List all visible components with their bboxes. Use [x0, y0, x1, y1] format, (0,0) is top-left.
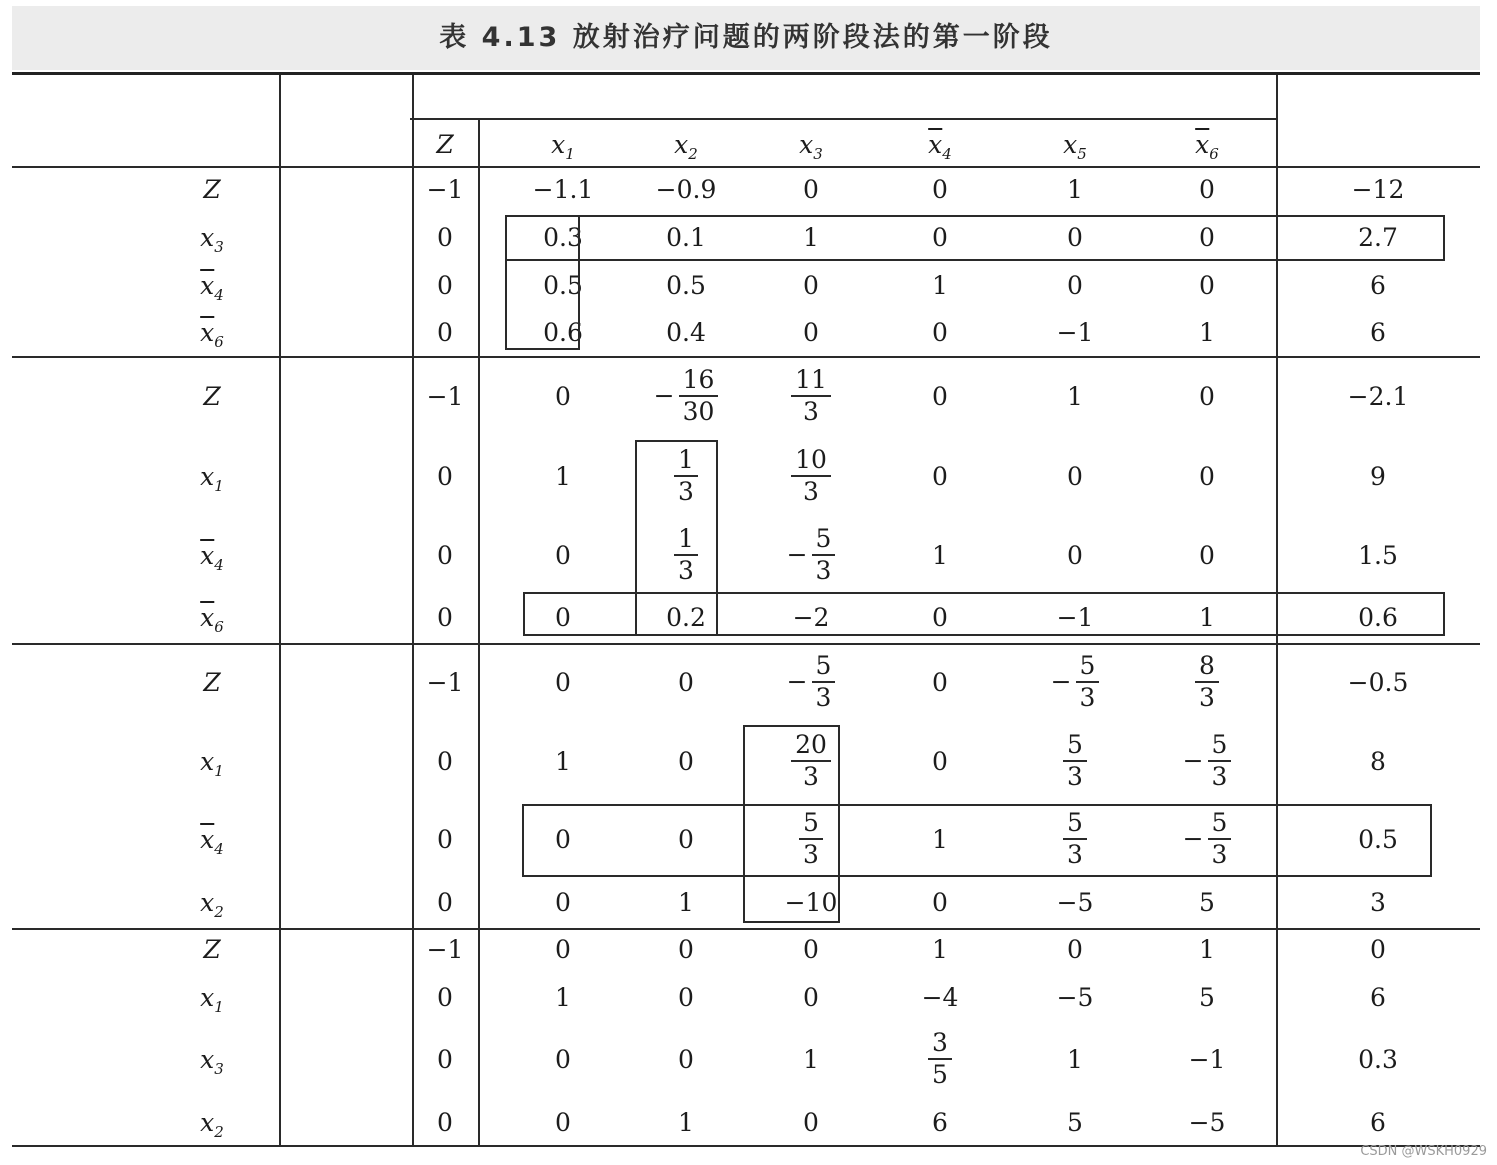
var-subscript: 1 — [565, 145, 575, 163]
tableau-cell: 0 — [1067, 935, 1083, 964]
var-symbol: $\overline{x}$ — [200, 825, 215, 854]
numerator: 11 — [791, 365, 831, 397]
numerator: 8 — [1195, 651, 1219, 683]
var-subscript: 6 — [1209, 145, 1219, 163]
denominator: 3 — [803, 477, 819, 506]
var-symbol: Z — [203, 935, 221, 964]
pivot-box — [523, 592, 1445, 636]
basic-variable — [132, 271, 292, 310]
tableau-cell: 0 — [803, 271, 819, 300]
basic-variable — [132, 1108, 292, 1147]
tableau-cell: 0 — [1199, 541, 1215, 570]
tableau-cell: 0 — [555, 888, 571, 917]
var-symbol: x — [200, 888, 215, 917]
tableau-cell — [1127, 730, 1287, 792]
var-symbol: x — [200, 1108, 215, 1137]
denominator: 3 — [815, 556, 832, 585]
var-symbol: Z — [203, 668, 221, 697]
tableau-cell: 0 — [932, 668, 948, 697]
minus-sign: − — [1182, 824, 1204, 853]
var-subscript: 4 — [214, 840, 224, 858]
fraction — [1208, 730, 1232, 792]
tableau-cell: 0 — [678, 668, 694, 697]
tableau-cell: 0 — [437, 888, 453, 917]
numerator: 3 — [928, 1028, 952, 1060]
fraction — [1195, 651, 1219, 713]
basic-variable — [132, 175, 292, 205]
numerator: 1 — [674, 445, 698, 477]
tableau-cell: 2.7 — [1358, 223, 1398, 252]
basic-variable — [132, 382, 292, 412]
tableau-cell: 1 — [1199, 318, 1215, 347]
denominator: 3 — [803, 762, 819, 791]
tableau-cell: 0 — [803, 1108, 819, 1137]
tableau-cell: 6 — [932, 1108, 948, 1137]
tableau-cell: 8 — [1370, 747, 1386, 776]
var-symbol: Z — [436, 130, 454, 159]
numerator: 5 — [1063, 730, 1087, 762]
tableau-cell: 0 — [803, 175, 819, 204]
tableau-cell: 0 — [437, 1108, 453, 1137]
var-subscript: 4 — [214, 286, 224, 304]
tableau-cell: 0 — [932, 888, 948, 917]
rule-vertical — [478, 118, 480, 1147]
tableau-cell: 0 — [437, 318, 453, 347]
tableau-cell: 0 — [555, 541, 571, 570]
tableau-cell: 5 — [1199, 983, 1215, 1012]
var-symbol: x — [200, 223, 215, 252]
tableau-cell: 0.5 — [543, 271, 583, 300]
basic-variable — [132, 603, 292, 642]
tableau-cell: 0 — [555, 825, 571, 854]
tableau-cell: −5 — [1056, 983, 1094, 1012]
var-symbol: $\overline{x}$ — [200, 603, 215, 632]
tableau-cell: 0.5 — [1358, 825, 1398, 854]
fraction — [812, 524, 836, 586]
tableau-cell: 0 — [555, 668, 571, 697]
var-symbol: $\overline{x}$ — [200, 318, 215, 347]
tableau-cell: 0 — [1067, 462, 1083, 491]
tableau-cell: −5 — [1056, 888, 1094, 917]
tableau-cell: 0 — [1067, 541, 1083, 570]
tableau-cell: 6 — [1370, 271, 1386, 300]
tableau-cell: 0.4 — [666, 318, 706, 347]
basic-variable — [132, 318, 292, 357]
tableau-cell: 1 — [1067, 1045, 1083, 1074]
rule-horizontal — [12, 166, 1480, 168]
tableau-cell: −12 — [1351, 175, 1405, 204]
basic-variable — [132, 983, 292, 1022]
tableau-cell: 0 — [1199, 271, 1215, 300]
var-subscript: 1 — [214, 998, 224, 1016]
tableau-cell: 0 — [803, 935, 819, 964]
var-subscript: 6 — [214, 333, 224, 351]
tableau-cell: 0 — [555, 1045, 571, 1074]
tableau-cell: −1 — [426, 175, 464, 204]
numerator: 5 — [1208, 730, 1232, 762]
denominator: 3 — [1199, 683, 1215, 712]
var-symbol: $\overline{x}$ — [928, 130, 943, 159]
var-symbol: x — [674, 130, 689, 159]
tableau-cell: 1 — [678, 1108, 694, 1137]
tableau-cell: 0 — [678, 983, 694, 1012]
rule-horizontal — [12, 643, 1480, 645]
tableau-cell: 0 — [437, 462, 453, 491]
denominator: 3 — [678, 477, 694, 506]
denominator: 3 — [1211, 840, 1228, 869]
var-subscript: 2 — [214, 903, 224, 921]
minus-sign: − — [786, 540, 808, 569]
rule-vertical — [412, 75, 414, 1147]
basic-variable — [132, 747, 292, 786]
tableau-cell: 0 — [437, 1045, 453, 1074]
var-subscript: 4 — [942, 145, 952, 163]
var-subscript: 2 — [214, 1123, 224, 1141]
tableau-cell: 1 — [1199, 935, 1215, 964]
tableau-cell: 0 — [678, 1045, 694, 1074]
tableau-cell: 0 — [932, 747, 948, 776]
tableau-cell: 1 — [803, 223, 819, 252]
basic-variable — [132, 668, 292, 698]
denominator: 30 — [682, 397, 715, 426]
tableau-cell: −1 — [426, 668, 464, 697]
pivot-box — [522, 804, 1432, 877]
basic-variable — [132, 223, 292, 262]
minus-sign: − — [1050, 667, 1072, 696]
tableau-cell: 6 — [1370, 318, 1386, 347]
tableau-cell: 1 — [932, 935, 948, 964]
tableau-cell: 3 — [1370, 888, 1386, 917]
tableau-cell: 0.1 — [666, 223, 706, 252]
tableau-cell: 0 — [437, 271, 453, 300]
tableau-cell: 0 — [437, 541, 453, 570]
var-symbol: x — [200, 1045, 215, 1074]
tableau-cell: 5 — [1199, 888, 1215, 917]
tableau-cell: 0 — [678, 747, 694, 776]
var-symbol: x — [551, 130, 566, 159]
tableau-cell: 0 — [437, 747, 453, 776]
tableau-cell: 0 — [932, 223, 948, 252]
tableau-cell: −0.9 — [655, 175, 717, 204]
fraction — [791, 365, 831, 427]
tableau-cell: −2 — [792, 603, 830, 632]
tableau-cell: 0 — [437, 603, 453, 632]
fraction — [791, 445, 831, 507]
tableau-cell: 0.3 — [1358, 1045, 1398, 1074]
tableau-cell: 0 — [1199, 462, 1215, 491]
fraction — [928, 1028, 952, 1090]
basic-variable — [132, 888, 292, 927]
basic-variable — [132, 541, 292, 580]
var-symbol: $\overline{x}$ — [200, 541, 215, 570]
tableau-cell: 0 — [678, 935, 694, 964]
tableau-cell: 0 — [555, 382, 571, 411]
tableau-cell: 1 — [1199, 603, 1215, 632]
table-title: 表 4.13 放射治疗问题的两阶段法的第一阶段 — [439, 22, 1053, 53]
tableau-cell: −0.5 — [1347, 668, 1409, 697]
tableau-cell: 0 — [678, 825, 694, 854]
fraction — [812, 651, 836, 713]
tableau-cell: 0 — [1199, 382, 1215, 411]
title-rule — [12, 72, 1480, 75]
watermark: CSDN @WSKH0929 — [1360, 1144, 1487, 1159]
tableau-cell: −1 — [1056, 318, 1094, 347]
tableau-cell: 1 — [932, 541, 948, 570]
denominator: 3 — [1211, 762, 1228, 791]
fraction — [679, 365, 719, 427]
var-symbol: x — [200, 983, 215, 1012]
tableau-cell: 0 — [555, 603, 571, 632]
tableau-cell: 0 — [555, 1108, 571, 1137]
tableau-cell: 0.2 — [666, 603, 706, 632]
numerator: 5 — [1076, 651, 1100, 683]
denominator: 3 — [678, 556, 694, 585]
tableau-cell: 0.6 — [543, 318, 583, 347]
numerator: 20 — [791, 730, 831, 762]
var-symbol: x — [799, 130, 814, 159]
tableau-cell: 1 — [678, 888, 694, 917]
numerator: 5 — [812, 524, 836, 556]
basic-variable — [132, 1045, 292, 1084]
rule-horizontal — [12, 928, 1480, 930]
var-subscript: 3 — [214, 238, 224, 256]
var-symbol: x — [200, 747, 215, 776]
tableau-cell: −1 — [426, 382, 464, 411]
tableau-cell: 1 — [555, 462, 571, 491]
tableau-cell: 0.6 — [1358, 603, 1398, 632]
var-symbol: $\overline{x}$ — [1195, 130, 1210, 159]
var-subscript: 3 — [214, 1060, 224, 1078]
tableau-cell: 1 — [1067, 175, 1083, 204]
rule-horizontal — [12, 356, 1480, 358]
tableau-cell: −5 — [1188, 1108, 1226, 1137]
tableau-cell: 1 — [932, 825, 948, 854]
tableau-cell: 0 — [1199, 175, 1215, 204]
var-subscript: 2 — [688, 145, 698, 163]
tableau-cell — [1127, 651, 1287, 713]
tableau-cell: 6 — [1370, 1108, 1386, 1137]
tableau-cell: 0 — [1199, 223, 1215, 252]
tableau-cell: 0 — [932, 603, 948, 632]
pivot-box — [505, 215, 1445, 261]
tableau-cell: 1 — [555, 983, 571, 1012]
minus-sign: − — [1182, 746, 1204, 775]
tableau-cell: 0 — [803, 983, 819, 1012]
numerator: 5 — [799, 808, 823, 840]
rule-vertical — [279, 75, 281, 1147]
tableau-cell: 9 — [1370, 462, 1386, 491]
fraction — [1063, 730, 1087, 792]
numerator: 10 — [791, 445, 831, 477]
tableau-cell: 0 — [437, 825, 453, 854]
tableau-cell: 1 — [555, 747, 571, 776]
basic-variable — [132, 825, 292, 864]
tableau-cell: −10 — [784, 888, 838, 917]
tableau-cell: −1 — [426, 935, 464, 964]
denominator: 3 — [1067, 840, 1083, 869]
denominator: 5 — [932, 1060, 948, 1089]
tableau-cell: 0 — [1067, 223, 1083, 252]
numerator: 1 — [674, 524, 698, 556]
var-subscript: 3 — [813, 145, 823, 163]
tableau-cell: −1.1 — [532, 175, 594, 204]
rule-horizontal — [410, 118, 1276, 120]
tableau-cell: 0 — [932, 318, 948, 347]
title-band — [12, 6, 1480, 70]
tableau-cell: 1.5 — [1358, 541, 1398, 570]
tableau-cell: 0 — [437, 223, 453, 252]
fraction — [1076, 651, 1100, 713]
minus-sign: − — [653, 381, 675, 410]
tableau-cell: 0 — [437, 983, 453, 1012]
tableau-cell: 1 — [932, 271, 948, 300]
numerator: 5 — [1208, 808, 1232, 840]
var-symbol: x — [1063, 130, 1078, 159]
tableau-cell: 5 — [1067, 1108, 1083, 1137]
tableau-cell: 0.3 — [543, 223, 583, 252]
denominator: 3 — [1067, 762, 1083, 791]
tableau-cell: 0 — [1067, 271, 1083, 300]
var-subscript: 4 — [214, 556, 224, 574]
rule-horizontal — [12, 1145, 1480, 1147]
tableau-cell: 1 — [1067, 382, 1083, 411]
var-subscript: 1 — [214, 477, 224, 495]
column-header — [1127, 130, 1287, 169]
var-subscript: 1 — [214, 762, 224, 780]
basic-variable — [132, 462, 292, 501]
denominator: 3 — [803, 840, 819, 869]
var-symbol: Z — [203, 382, 221, 411]
var-symbol: $\overline{x}$ — [200, 271, 215, 300]
numerator: 5 — [812, 651, 836, 683]
minus-sign: − — [786, 667, 808, 696]
tableau-cell: 0 — [932, 175, 948, 204]
denominator: 3 — [803, 397, 819, 426]
var-subscript: 6 — [214, 618, 224, 636]
tableau-cell: −1 — [1056, 603, 1094, 632]
tableau-cell: 0.5 — [666, 271, 706, 300]
var-symbol: x — [200, 462, 215, 491]
tableau-cell: −2.1 — [1347, 382, 1409, 411]
numerator: 5 — [1063, 808, 1087, 840]
var-symbol: Z — [203, 175, 221, 204]
denominator: 3 — [1079, 683, 1096, 712]
tableau-cell: 1 — [803, 1045, 819, 1074]
tableau-cell: −1 — [1188, 1045, 1226, 1074]
tableau-cell: 0 — [555, 935, 571, 964]
tableau-cell: −4 — [921, 983, 959, 1012]
denominator: 3 — [815, 683, 832, 712]
numerator: 16 — [679, 365, 719, 397]
tableau-cell: 6 — [1370, 983, 1386, 1012]
basic-variable — [132, 935, 292, 965]
tableau-cell: 0 — [932, 382, 948, 411]
var-subscript: 5 — [1077, 145, 1087, 163]
tableau-cell: 0 — [932, 462, 948, 491]
tableau-cell: 0 — [1370, 935, 1386, 964]
tableau-cell: 0 — [803, 318, 819, 347]
